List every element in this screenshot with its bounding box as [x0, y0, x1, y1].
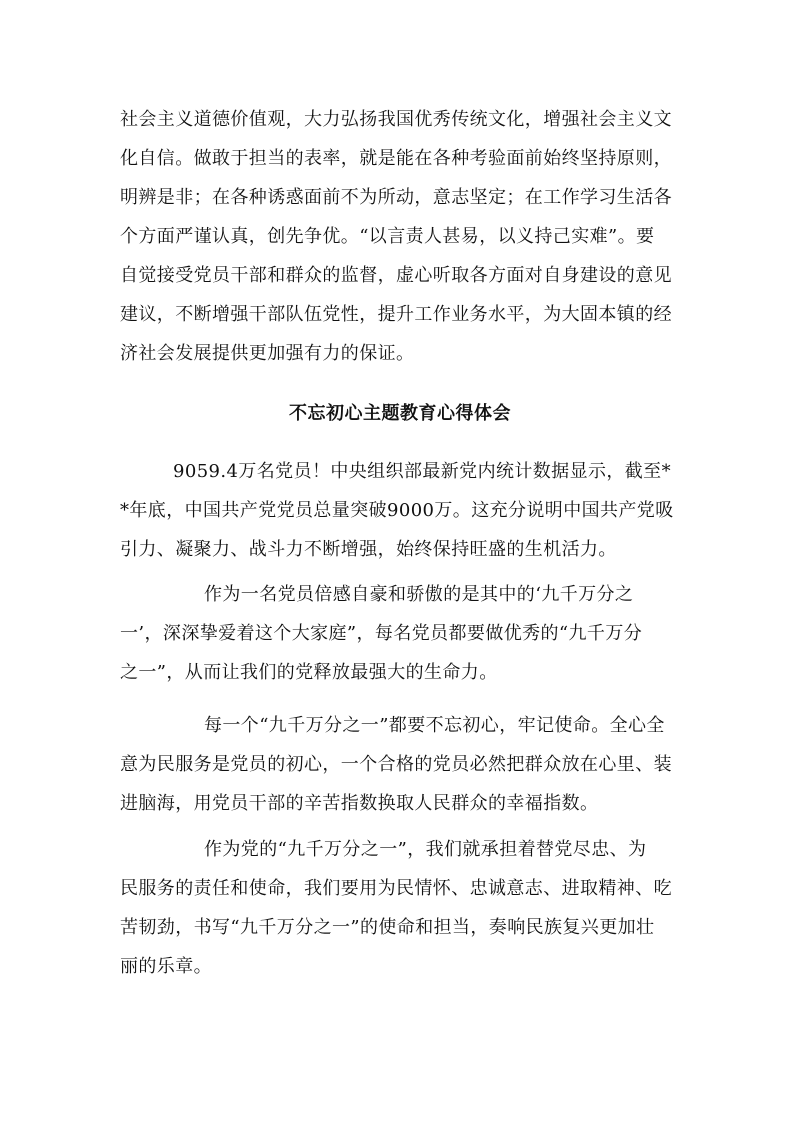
paragraph-line: 意为民服务是党员的初心，一个合格的党员必然把群众放在心里、装 [120, 754, 672, 775]
paragraph-member-pride [120, 575, 680, 692]
paragraph-line: 作为一名党员倍感自豪和骄傲的是其中的‘九千万分之 [204, 584, 634, 605]
paragraph-line: 作为党的“九千万分之一”，我们就承担着替党尽忠、为 [204, 839, 647, 860]
paragraph-mission-responsibility [120, 830, 680, 986]
paragraph-line: 9059.4万名党员！中央组织部最新党内统计数据显示，截至* [173, 461, 671, 482]
paragraph-line: 进脑海，用党员干部的辛苦指数换取人民群众的幸福指数。 [120, 793, 599, 814]
paragraph-party-values [120, 100, 680, 373]
paragraph-line: 明辨是非；在各种诱惑面前不为所动，意志坚定；在工作学习生活各 [120, 187, 672, 208]
paragraph-line: 建议，不断增强干部队伍党性，提升工作业务水平，为大固本镇的经 [120, 304, 672, 325]
paragraph-line: 济社会发展提供更加强有力的保证。 [120, 343, 415, 364]
paragraph-line: 化自信。做敢于担当的表率，就是能在各种考验面前始终坚持原则， [120, 148, 672, 169]
paragraph-line: 一’，深深挚爱着这个大家庭”，每名党员都要做优秀的“九千万分 [120, 623, 643, 644]
paragraph-line: 个方面严谨认真，创先争优。“以言责人甚易，以义持己实难”。要 [120, 226, 655, 247]
paragraph-line: 每一个“九千万分之一”都要不忘初心，牢记使命。全心全 [204, 715, 665, 736]
paragraph-line: 自觉接受党员干部和群众的监督，虚心听取各方面对自身建设的意见 [120, 265, 672, 286]
paragraph-line: 社会主义道德价值观，大力弘扬我国优秀传统文化，增强社会主义文 [120, 109, 672, 130]
paragraph-line: 苦韧劲，书写“九千万分之一”的使命和担当，奏响民族复兴更加壮 [120, 917, 655, 938]
document-title: 不忘初心主题教育心得体会 [289, 403, 511, 424]
paragraph-line: *年底，中国共产党党员总量突破9000万。这充分说明中国共产党吸 [120, 500, 674, 521]
paragraph-line: 引力、凝聚力、战斗力不断增强，始终保持旺盛的生机活力。 [120, 539, 617, 560]
paragraph-line: 民服务的责任和使命，我们要用为民情怀、忠诚意志、进取精神、吃 [120, 878, 672, 899]
paragraph-member-statistics [120, 452, 680, 569]
paragraph-line: 丽的乐章。 [120, 956, 212, 977]
paragraph-original-aspiration [120, 706, 680, 823]
paragraph-line: 之一”，从而让我们的党释放最强大的生命力。 [120, 662, 498, 683]
